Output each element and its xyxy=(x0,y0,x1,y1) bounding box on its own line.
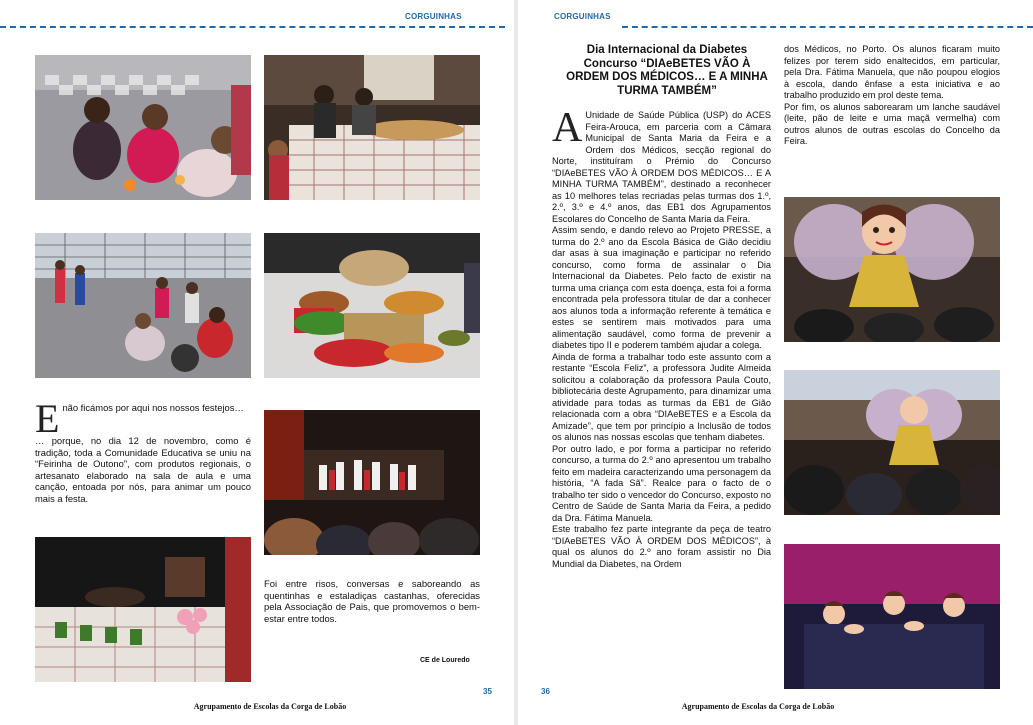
caption-paragraph: Foi entre risos, conversas e saboreando as quentinhas e estaladiças castanhas, oferecidas pela Associação de Pais, que promovemos o bem-estar entre todos. xyxy=(264,578,480,624)
left-page xyxy=(0,0,515,725)
right-page xyxy=(518,0,1033,725)
article-column-2 xyxy=(784,44,1000,148)
intro-paragraph xyxy=(35,396,251,505)
article-title xyxy=(552,44,782,98)
photo-fairy-board xyxy=(784,197,1000,342)
left-header: CORGUINHAS xyxy=(405,12,462,21)
photo-handicraft-table xyxy=(35,537,251,682)
page-number-left: 35 xyxy=(483,687,492,696)
footer-right: Agrupamento de Escolas da Corga de Lobão xyxy=(681,702,835,711)
right-header-rule xyxy=(622,26,1033,28)
photo-puppet-show xyxy=(784,544,1000,689)
photo-children-playground xyxy=(35,55,251,200)
article-column-1 xyxy=(552,105,771,570)
article-col2-p1: dos Médicos, no Porto. Os alunos ficaram muito felizes por terem sido enaltecidos, em particular, pela Dra. Fátima Manuela, que não poupou elogios à escola, dando ênfase a esta iniciativa e ao trabalho produzido em prol deste tema. xyxy=(784,44,1000,100)
intro-text: … porque, no dia 12 de novembro, como é tradição, toda a Comunidade Educativa se uniu na “Feirinha de Outono”, com produtos regionais, o artesanato elaborado na sala de aula e uma canção, entoada por nós, para animar um pouco mais a festa. xyxy=(35,435,251,504)
article-p5: Este trabalho fez parte integrante da peça de teatro “DIAeBETES VÃO À ORDEM DOS MÉDICOS”, à qual os alunos do 2.º ano foram assistir no Dia Mundial da Diabetes, na Ordem xyxy=(552,524,771,569)
left-header-rule xyxy=(0,26,505,28)
article-p1: Unidade de Saúde Pública (USP) do ACES Feira-Arouca, em parceria com a Câmara Municipal de Santa Maria da Feira e a Ordem dos Médicos, secção regional do Norte, instituíram o Prémio do Concurso “DIAeBETES VÃO À ORDEM DOS MÉDICOS… E A MINHA TURMA TAMBÉM”, destinado a reconhecer as 10 melhores telas recriadas pelas turmas dos 1.º, 2.º, 3.º e 4.º anos, das EB1 dos Agrupamentos Escolares do Concelho de Santa Maria da Feira. xyxy=(552,110,771,224)
photo-market-stall xyxy=(264,55,480,200)
photo-fairy-audience xyxy=(784,370,1000,515)
footer-left: Agrupamento de Escolas da Corga de Lobão xyxy=(193,702,347,711)
article-p4: Por outro lado, e por forma a participar no referido concurso, a turma do 2.º ano apresentou um trabalho feito em madeira caracterizando uma personagem da história, “A fada Sã”. Realce para o facto de o trabalho ter sido o vencedor do Concurso, exposto no Centro de Saúde de Santa Maria da Feira, a pedido da Dra. Fátima Manuela. xyxy=(552,443,771,523)
article-dropcap: A xyxy=(552,105,583,151)
photo-children-court xyxy=(35,233,251,378)
photo-stage-performance xyxy=(264,410,480,555)
article-p3: Ainda de forma a trabalhar todo este assunto com a restante “Escola Feliz”, a professora Judite Almeida solicitou a colaboração da professora Paula Couto, bibliotecária deste Agrupamento, para dinamizar uma atividade para todas as turmas da EB1 de Gião relacionada com a obra “DIAeBETES e a Escola da Amizade”, que tem por princípio a Inclusão de todos os alunos nas nossas escolas que tenham diabetes. xyxy=(552,351,771,442)
title-line-4: TURMA TAMBÉM” xyxy=(617,84,717,97)
intro-first-line: não ficámos por aqui nos nossos festejos… xyxy=(62,402,244,413)
article-p2: Assim sendo, e dando relevo ao Projeto PRESSE, a turma do 2.º ano da Escola Básica de Gião decidiu dar asas à sua imaginação e participar no referido concurso, como forma de assinalar o Dia Internacional da Diabetes. Pelo facto de existir na turma uma criança com esta doença, esta foi a forma encontrada pela professora titular de dar a conhecer aos alunos toda a informação referente à temática e estes se sentirem mais motivados para uma alimentação saudável, como forma de prevenir a diabetes tipo II e poderem também ajudar a colega. xyxy=(552,225,771,350)
title-line-1: Dia Internacional da Diabetes xyxy=(586,44,748,56)
signature: CE de Louredo xyxy=(420,657,470,664)
photo-produce-display xyxy=(264,233,480,378)
page-number-right: 36 xyxy=(541,687,550,696)
right-header: CORGUINHAS xyxy=(554,12,611,21)
article-col2-p2: Por fim, os alunos saborearam um lanche saudável (leite, pão de leite e uma maçã vermelha) com outros alunos de outras escolas do Concelho da Feira. xyxy=(784,101,1000,146)
title-line-2: Concurso “DIAeBETES VÃO À xyxy=(583,57,751,70)
intro-dropcap: E xyxy=(35,396,60,441)
title-line-3: ORDEM DOS MÉDICOS… E A MINHA xyxy=(566,71,768,83)
